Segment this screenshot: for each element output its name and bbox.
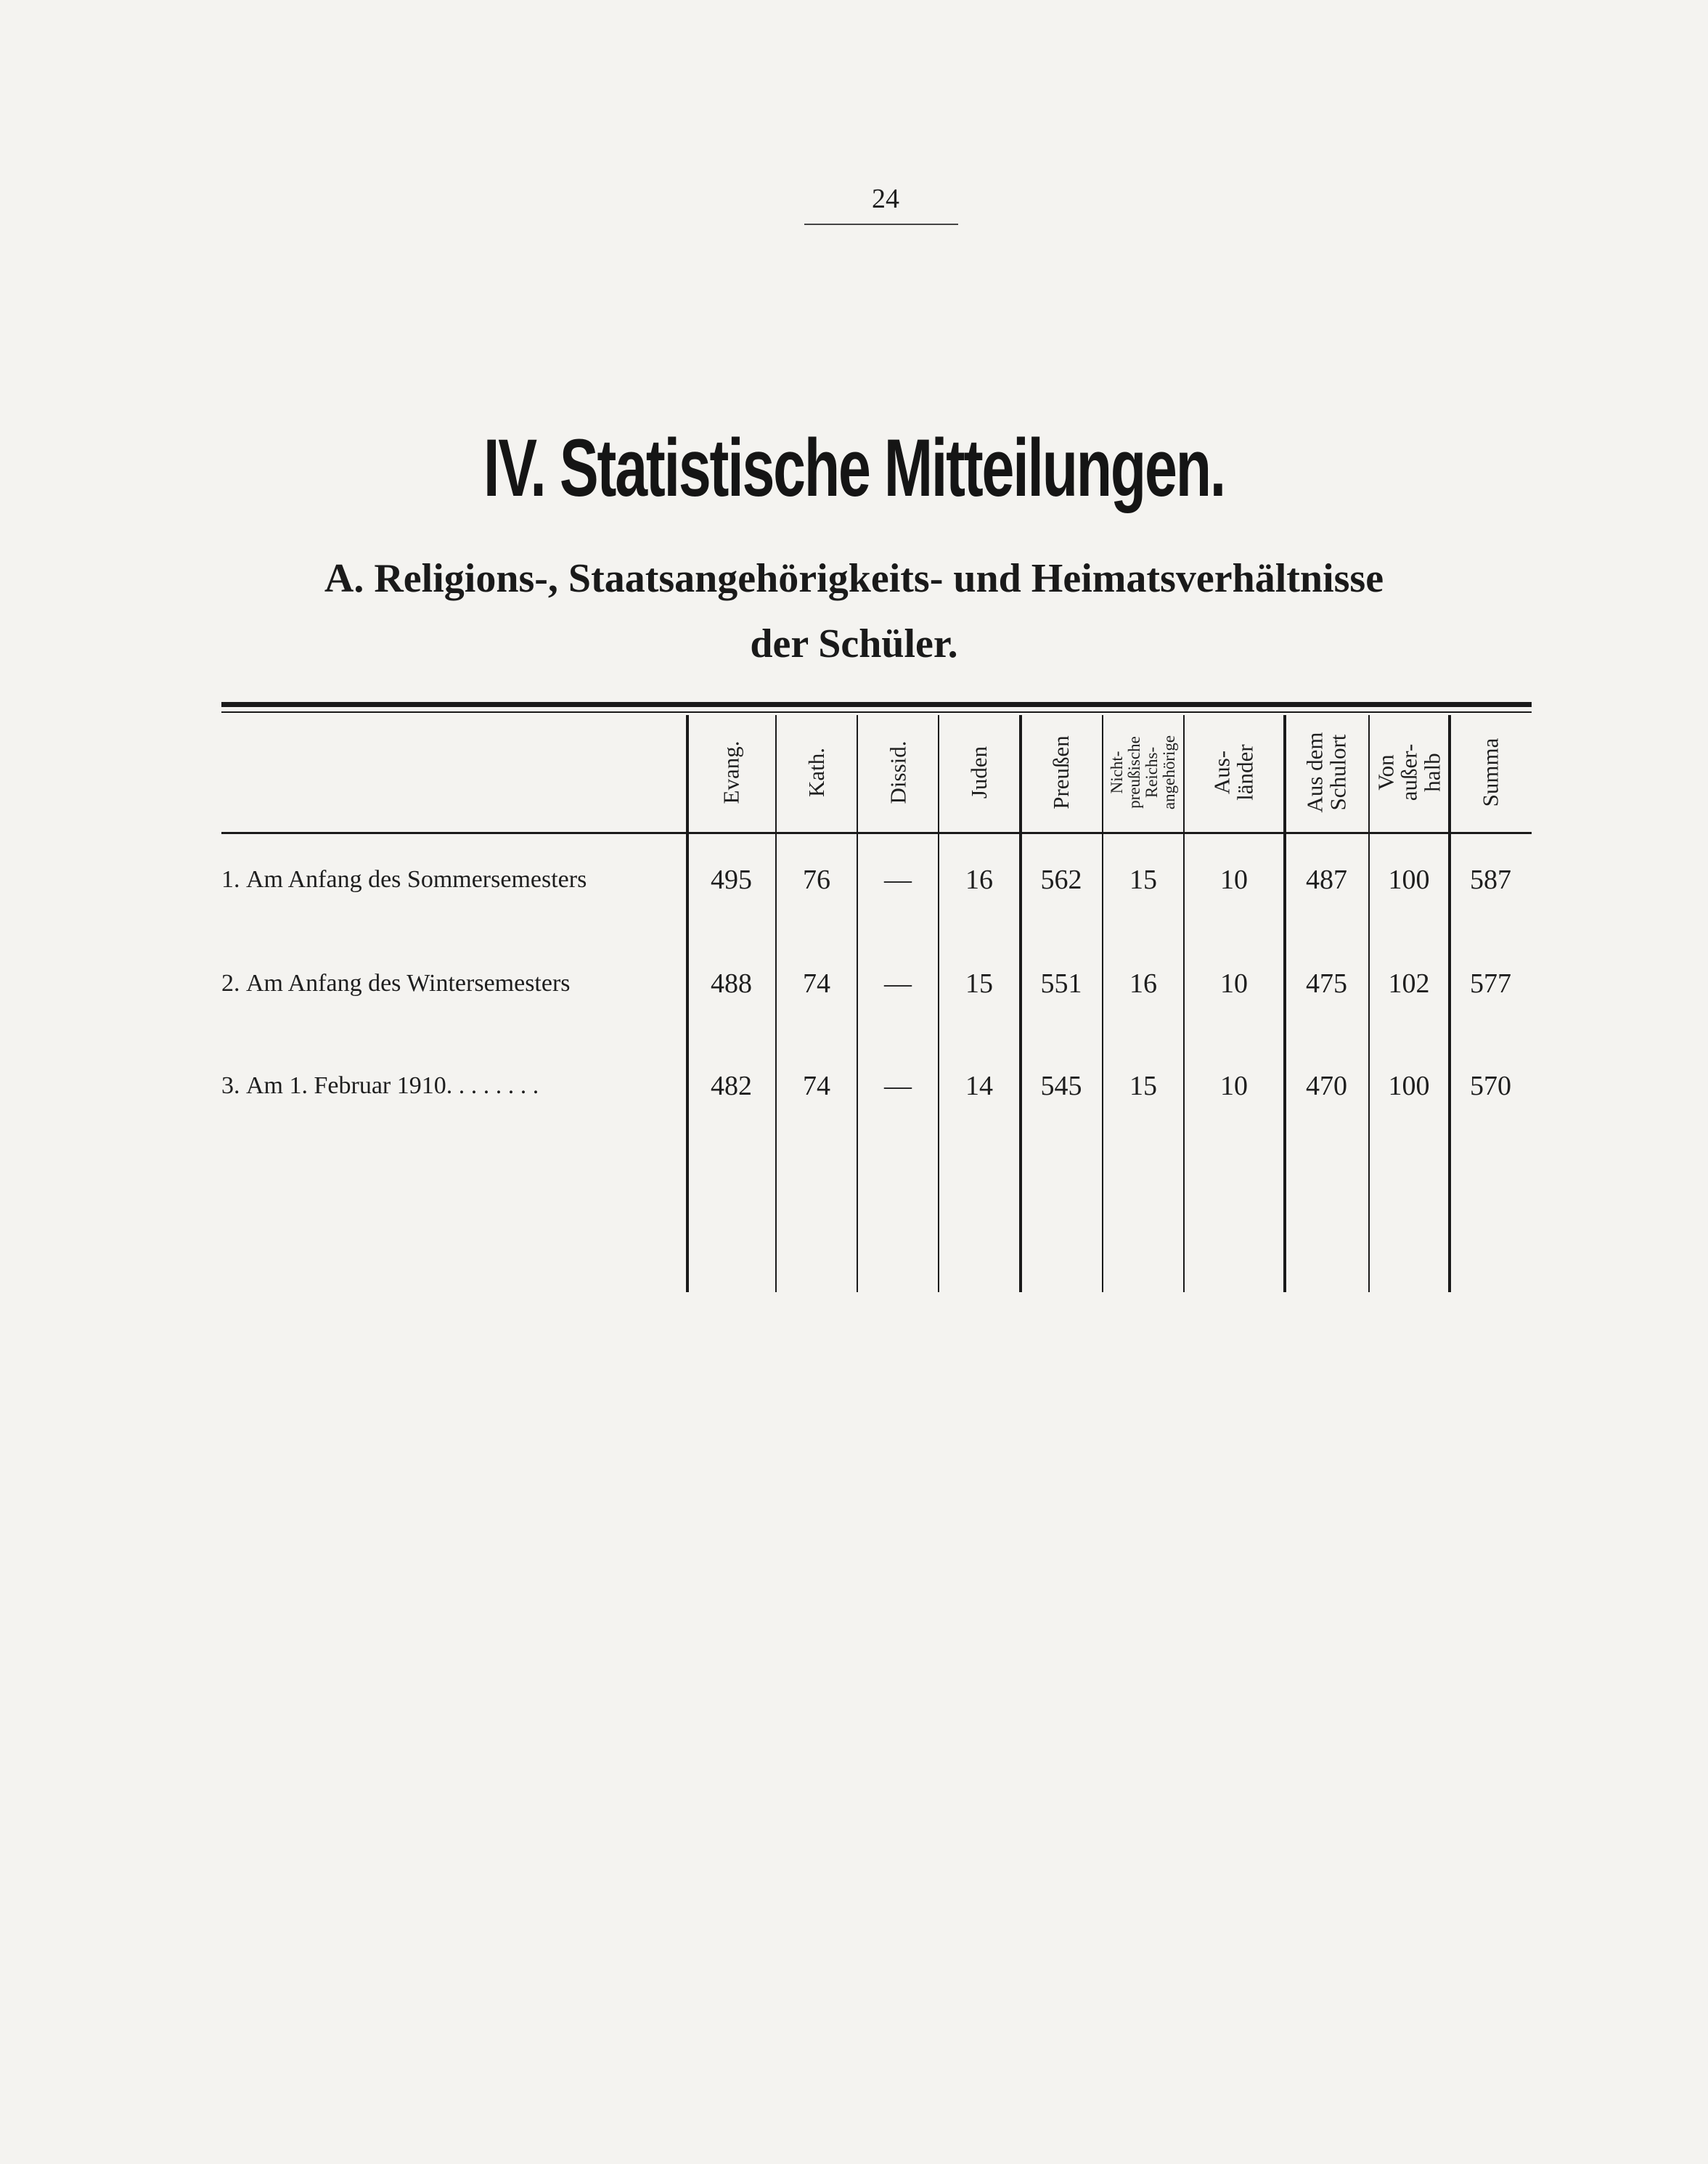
cell-reichsangehoerige: 15 xyxy=(1129,1071,1157,1101)
cell-aus-dem-schulort: 487 xyxy=(1306,865,1347,895)
table-top-rule xyxy=(221,702,1532,707)
cell-aus-dem-schulort: 470 xyxy=(1306,1071,1347,1101)
section-title: IV. Statistische Mitteilungen. xyxy=(483,422,1225,513)
cell-preussen: 545 xyxy=(1040,1071,1082,1101)
cell-summa: 587 xyxy=(1470,865,1511,895)
column-header-juden: Juden xyxy=(965,746,992,799)
cell-auslaender: 10 xyxy=(1220,968,1248,999)
column-header-preussen: Preußen xyxy=(1048,735,1074,809)
column-header-dissid: Dissid. xyxy=(885,740,910,804)
table-header-rule xyxy=(221,832,1532,834)
column-header-auslaender: Aus- länder xyxy=(1209,744,1258,801)
column-header-aus-dem-schulort: Aus dem Schulort xyxy=(1302,732,1351,813)
cell-preussen: 551 xyxy=(1040,968,1082,999)
cell-kath: 76 xyxy=(803,865,830,895)
cell-summa: 570 xyxy=(1470,1071,1511,1101)
cell-summa: 577 xyxy=(1470,968,1511,999)
cell-evang: 495 xyxy=(711,865,752,895)
cell-evang: 482 xyxy=(711,1071,752,1101)
table-top-thin-rule xyxy=(221,711,1532,713)
cell-evang: 488 xyxy=(711,968,752,999)
cell-kath: 74 xyxy=(803,1071,830,1101)
row-label: 2. Am Anfang des Wintersemesters xyxy=(221,970,571,997)
cell-auslaender: 10 xyxy=(1220,1071,1248,1101)
cell-aus-dem-schulort: 475 xyxy=(1306,968,1347,999)
cell-juden: 15 xyxy=(965,968,993,999)
cell-von-ausserhalb: 100 xyxy=(1388,865,1430,895)
cell-preussen: 562 xyxy=(1040,865,1082,895)
table-row xyxy=(221,858,1532,902)
row-label: 3. Am 1. Februar 1910. . . . . . . . xyxy=(221,1072,539,1099)
cell-dissid: — xyxy=(884,968,912,999)
cell-dissid: — xyxy=(884,865,912,895)
column-header-evang: Evang. xyxy=(718,740,744,804)
page-number: 24 xyxy=(872,184,899,214)
cell-juden: 16 xyxy=(965,865,993,895)
cell-von-ausserhalb: 102 xyxy=(1388,968,1430,999)
page-number-rule xyxy=(804,224,958,225)
table-row xyxy=(221,1064,1532,1108)
subtitle-line-1: A. Religions-, Staatsangehörigkeits- und Heimatsverhältnisse xyxy=(324,556,1384,601)
cell-von-ausserhalb: 100 xyxy=(1388,1071,1430,1101)
row-label: 1. Am Anfang des Sommersemesters xyxy=(221,866,587,893)
cell-dissid: — xyxy=(884,1071,912,1101)
column-header-von-ausserhalb: Von außer- halb xyxy=(1372,743,1445,801)
cell-juden: 14 xyxy=(965,1071,993,1101)
cell-reichsangehoerige: 15 xyxy=(1129,865,1157,895)
column-header-kath: Kath. xyxy=(803,747,829,798)
subtitle-line-2: der Schüler. xyxy=(750,621,958,666)
column-header-summa: Summa xyxy=(1477,738,1503,807)
cell-reichsangehoerige: 16 xyxy=(1129,968,1157,999)
table-row xyxy=(221,962,1532,1005)
cell-auslaender: 10 xyxy=(1220,865,1248,895)
cell-kath: 74 xyxy=(803,968,830,999)
column-header-reichsangehoerige: Nicht- preußische Reichs- angehörige xyxy=(1108,735,1178,810)
